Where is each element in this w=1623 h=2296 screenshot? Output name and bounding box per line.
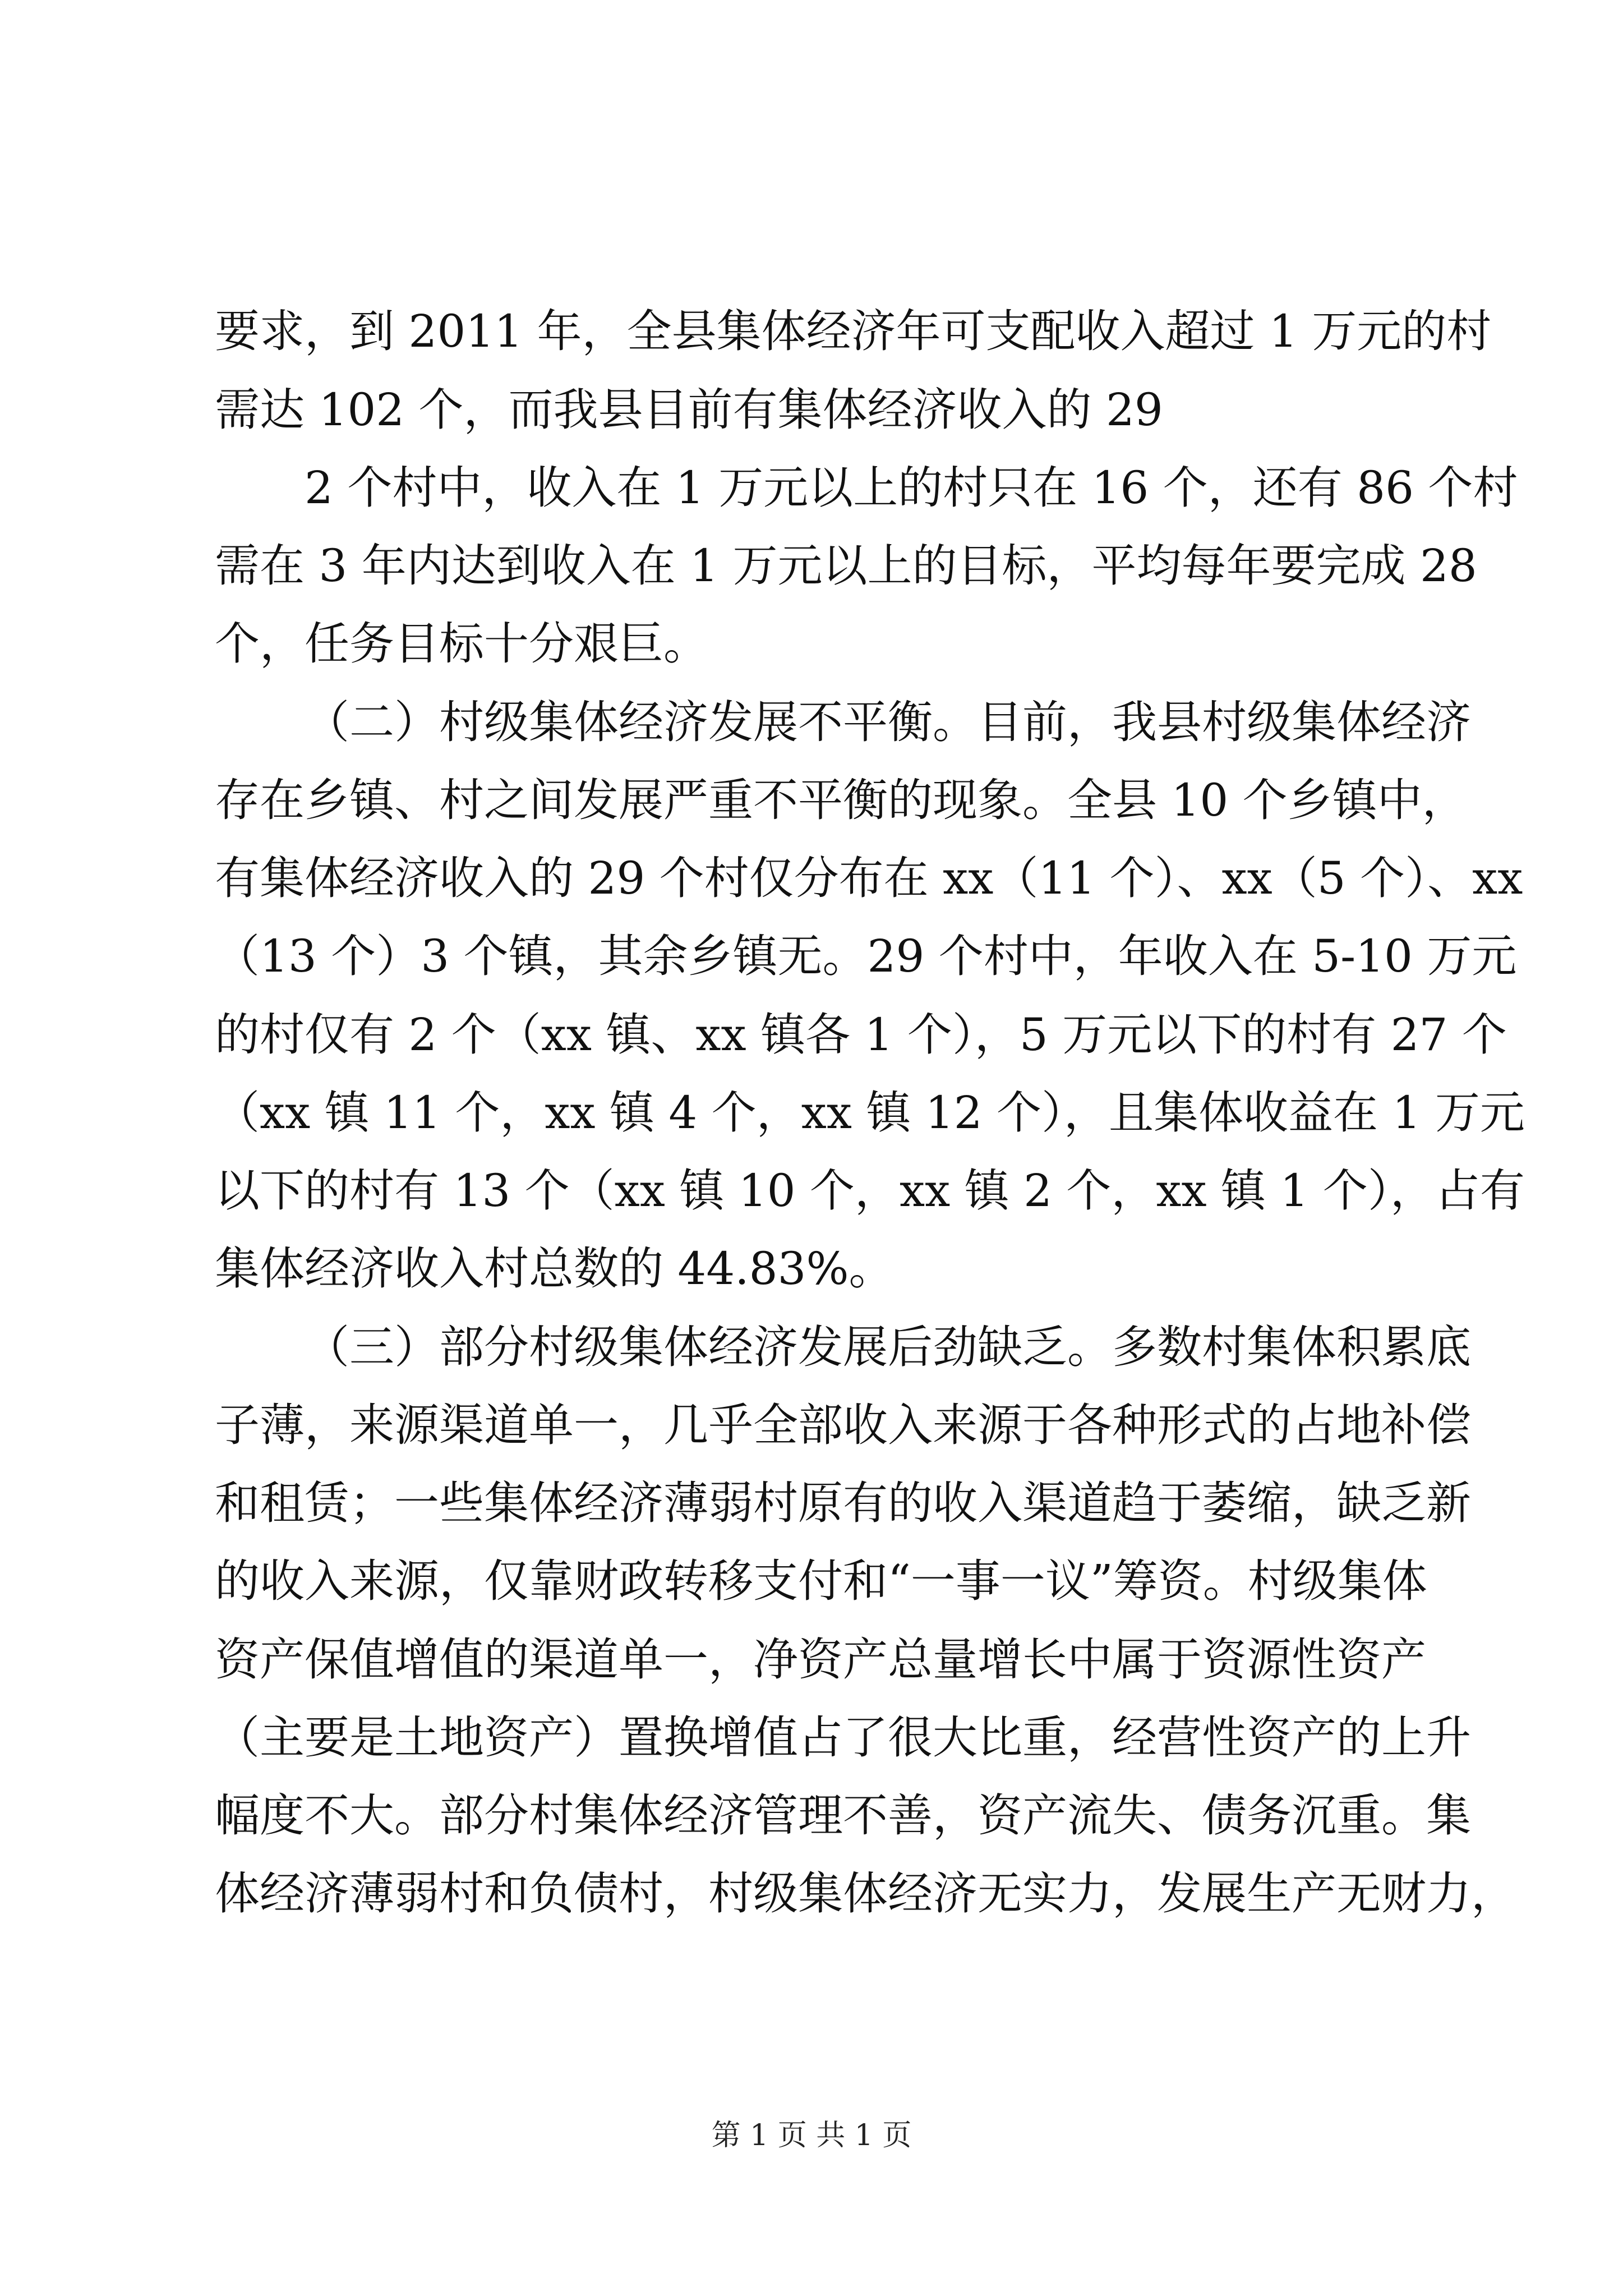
text-line: 个，任务目标十分艰巨。 (215, 618, 708, 670)
text-line: 体经济薄弱村和负债村，村级集体经济无实力，发展生产无财力， (215, 1867, 1516, 1920)
text-line: 集体经济收入村总数的 44.83%。 (215, 1243, 894, 1295)
text-line: 存在乡镇、村之间发展严重不平衡的现象。全县 10 个乡镇中， (215, 774, 1467, 826)
text-line: 子薄，来源渠道单一，几乎全部收入来源于各种形式的占地补偿 (215, 1399, 1471, 1451)
text-line: 幅度不大。部分村集体经济管理不善，资产流失、债务沉重。集 (215, 1789, 1471, 1842)
text-line: 的村仅有 2 个（xx 镇、xx 镇各 1 个），5 万元以下的村有 27 个 (215, 1009, 1507, 1061)
text-line: 资产保值增值的渠道单一，净资产总量增长中属于资源性资产 (215, 1634, 1426, 1686)
text-line: 要求，到 2011 年，全县集体经济年可支配收入超过 1 万元的村 (215, 305, 1492, 357)
text-line: 2 个村中，收入在 1 万元以上的村只在 16 个，还有 86 个村 (305, 462, 1518, 514)
text-line: 需在 3 年内达到收入在 1 万元以上的目标，平均每年要完成 28 (215, 540, 1477, 592)
text-line: 的收入来源，仅靠财政转移支付和“一事一议”筹资。村级集体 (215, 1555, 1427, 1607)
text-line: 需达 102 个，而我县目前有集体经济收入的 29 (215, 384, 1163, 436)
text-line: 和租赁；一些集体经济薄弱村原有的收入渠道趋于萎缩，缺乏新 (215, 1477, 1471, 1529)
text-line: （二）村级集体经济发展不平衡。目前，我县村级集体经济 (305, 696, 1471, 748)
page-footer: 第 1 页 共 1 页 (711, 2119, 912, 2152)
text-line: （xx 镇 11 个，xx 镇 4 个，xx 镇 12 个），且集体收益在 1 万元 (215, 1087, 1525, 1139)
text-line: （13 个）3 个镇，其余乡镇无。29 个村中，年收入在 5-10 万元 (215, 930, 1517, 982)
text-line: 以下的村有 13 个（xx 镇 10 个，xx 镇 2 个，xx 镇 1 个），占有 (215, 1165, 1525, 1217)
text-line: 有集体经济收入的 29 个村仅分布在 xx（11 个）、xx（5 个）、xx (215, 852, 1523, 904)
text-line: （主要是土地资产）置换增值占了很大比重，经营性资产的上升 (215, 1711, 1471, 1764)
text-line: （三）部分村级集体经济发展后劲缺乏。多数村集体积累底 (305, 1321, 1471, 1373)
